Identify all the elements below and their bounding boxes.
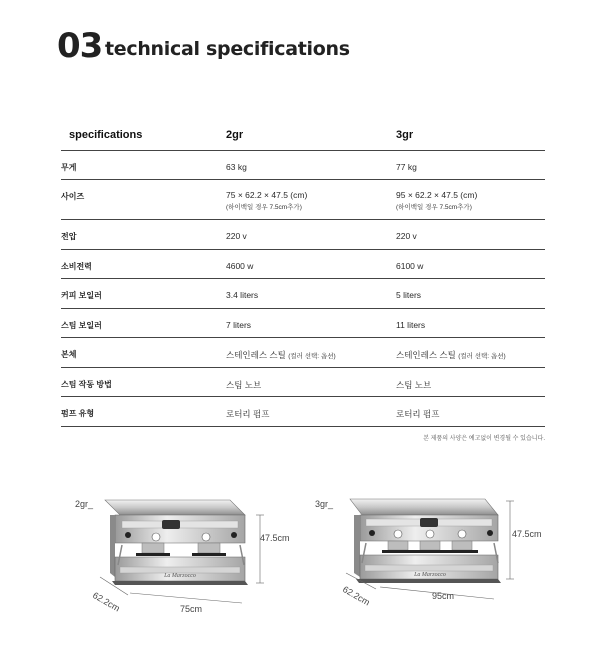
body-material: 스테인레스 스틸 [226, 350, 286, 360]
size-note: (하이백일 경우 7.5cm추가) [226, 204, 302, 211]
cell-3gr: 220 v [396, 220, 545, 250]
body-material: 스테인레스 스틸 [396, 350, 456, 360]
height-dimension: 47.5cm [260, 533, 290, 543]
model-label: 3gr_ [315, 499, 334, 509]
cell-2gr [226, 180, 396, 220]
size-note: (하이백일 경우 7.5cm추가) [396, 204, 472, 211]
cell-3gr: 6100 w [396, 249, 545, 279]
cell-2gr [226, 338, 396, 368]
table-row [61, 397, 545, 427]
table-row [61, 150, 545, 180]
header-specifications: specifications [61, 120, 226, 150]
cell-3gr [396, 180, 545, 220]
depth-dimension: 62.2cm [341, 584, 372, 608]
row-label: 스팀 작동 방법 [61, 367, 226, 397]
machine-2gr-illustration [70, 485, 310, 615]
table-row [61, 249, 545, 279]
cell-2gr: 4600 w [226, 249, 396, 279]
row-label: 커피 보일러 [61, 279, 226, 309]
row-label: 소비전력 [61, 249, 226, 279]
row-label: 펌프 유형 [61, 397, 226, 427]
cell-2gr: 스팀 노브 [226, 367, 396, 397]
color-option: (컬러 선택: 옵션) [288, 353, 336, 360]
cell-2gr: 로터리 펌프 [226, 397, 396, 427]
spec-table [61, 120, 545, 427]
size-value: 95 × 62.2 × 47.5 (cm) [396, 190, 478, 200]
spec-disclaimer: 본 제품의 사양은 예고없이 변경될 수 있습니다. [423, 436, 545, 442]
header-2gr: 2gr [226, 120, 396, 150]
cell-3gr: 77 kg [396, 150, 545, 180]
cell-3gr: 스팀 노브 [396, 367, 545, 397]
size-value: 75 × 62.2 × 47.5 (cm) [226, 190, 308, 200]
machine-3gr-illustration [310, 487, 550, 617]
width-dimension: 95cm [432, 591, 455, 601]
brand-logo: La Marzocco [414, 572, 446, 578]
row-label: 사이즈 [61, 180, 226, 220]
row-label: 본체 [61, 338, 226, 368]
model-label: 2gr_ [75, 499, 94, 509]
depth-dimension: 62.2cm [91, 590, 122, 614]
cell-2gr: 3.4 liters [226, 279, 396, 309]
table-row [61, 180, 545, 220]
cell-2gr: 220 v [226, 220, 396, 250]
cell-3gr: 로터리 펌프 [396, 397, 545, 427]
cell-2gr: 63 kg [226, 150, 396, 180]
height-dimension: 47.5cm [512, 529, 542, 539]
table-row [61, 308, 545, 338]
table-row [61, 367, 545, 397]
table-row [61, 338, 545, 368]
brand-logo: La Marzocco [164, 573, 196, 579]
cell-3gr: 5 liters [396, 279, 545, 309]
row-label: 무게 [61, 150, 226, 180]
row-label: 전압 [61, 220, 226, 250]
cell-3gr [396, 338, 545, 368]
cell-2gr: 7 liters [226, 308, 396, 338]
table-header-row [61, 120, 545, 150]
section-title: technical specifications [105, 38, 350, 60]
section-number: 03 [57, 26, 103, 66]
row-label: 스팀 보일러 [61, 308, 226, 338]
header-3gr: 3gr [396, 120, 545, 150]
cell-3gr: 11 liters [396, 308, 545, 338]
color-option: (컬러 선택: 옵션) [458, 353, 506, 360]
width-dimension: 75cm [180, 604, 203, 614]
table-row [61, 279, 545, 309]
table-row [61, 220, 545, 250]
